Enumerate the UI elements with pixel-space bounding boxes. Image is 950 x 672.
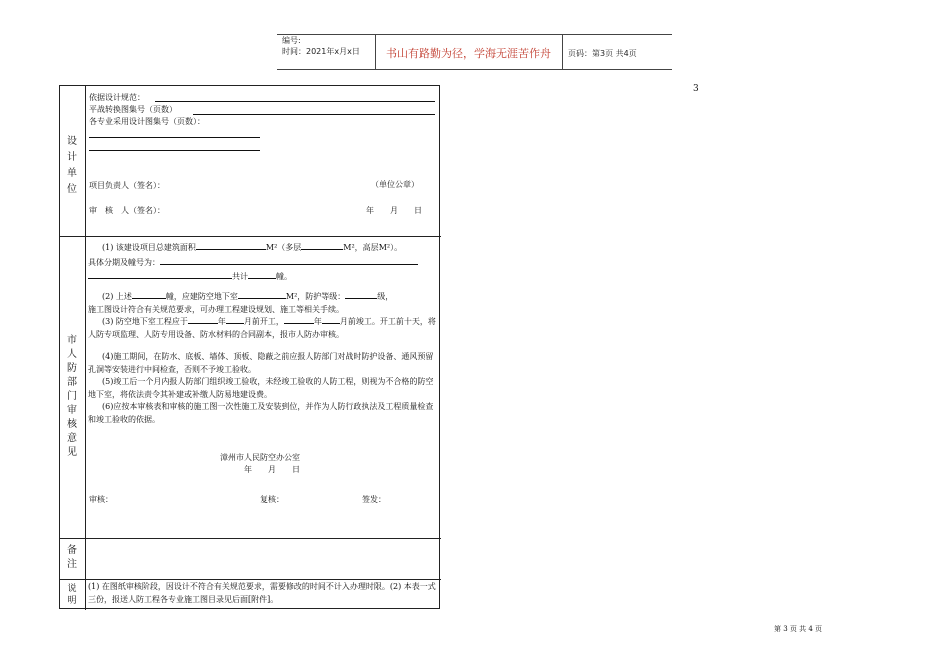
- civil-defense-label-text: 市人防部门审核意见: [67, 335, 77, 458]
- item-2-text-b: 幢，应建防空地下室: [165, 292, 238, 301]
- item-1-text-g: 幢。: [276, 272, 292, 281]
- item-4: (4)施工期间，在防水、底板、墙体、顶板、隐蔽之前应报人防部门对战时防护设备、通风预留孔洞等安装进行中间检查，否则不予竣工验收。: [88, 352, 434, 374]
- review-signature: 审核：: [89, 495, 113, 504]
- remarks-label-text: 备注: [67, 545, 77, 570]
- drawing-set-label: 平战转换图集号（页数）: [89, 105, 177, 114]
- item-3-text-a: (3) 防空地下室工程应于: [102, 317, 188, 326]
- blank-phases-2: [88, 269, 232, 279]
- side-page-number: 3: [693, 84, 699, 94]
- recheck-signature: 复核：: [260, 495, 284, 504]
- header-bottom-rule: [277, 69, 672, 70]
- item-2: [88, 289, 438, 316]
- civil-defense-date: 年 月 日: [244, 465, 300, 474]
- blank-total-area: [196, 240, 266, 250]
- blank-end-year: [284, 314, 314, 324]
- row-divider-2: [60, 538, 441, 539]
- header-page-label: 页码：第3页 共4页: [568, 49, 637, 58]
- design-unit-label: [60, 134, 84, 198]
- blank-protection-level: [345, 289, 377, 299]
- item-1-text-e: 具体分期及幢号为：: [88, 257, 160, 267]
- header-motto: 书山有路勤为径，学海无涯苦作舟: [386, 47, 551, 60]
- drawing-set-line: [193, 114, 435, 115]
- label-column-divider: [85, 86, 86, 610]
- footer-page-label: 第 3 页 共 4 页: [774, 625, 823, 633]
- notes-text: [88, 581, 438, 606]
- unit-seal-label: （单位公章）: [371, 180, 419, 189]
- design-unit-label-text: 设计单位: [67, 136, 77, 195]
- header-time-label: 时间：2021年x月x日: [282, 47, 360, 56]
- blank-phases: [160, 255, 418, 265]
- item-3-text-d: 年: [313, 317, 322, 326]
- header-divider-right: [562, 34, 563, 69]
- notes-text-2: (2) 本表一式三份，报送人防工程各专业施工图目录见后面[附件]。: [88, 582, 436, 604]
- reviewer-signature: 审 核 人（签名）：: [89, 206, 165, 215]
- item-1-text-a: (1) 该建设项目总建筑面积: [102, 243, 196, 252]
- form-table: [59, 85, 440, 609]
- item-2-text-a: (2) 上述: [102, 292, 132, 301]
- blank-building-count: [248, 269, 276, 279]
- remarks-label: [60, 544, 84, 572]
- design-unit-date: 年 月 日: [366, 206, 422, 215]
- civil-defense-label: [60, 334, 84, 460]
- blank-multistory-area: [301, 240, 343, 250]
- item-3-text-b: 年: [217, 317, 226, 326]
- item-3-text-e: 月前竣工。开工前十天，将人防专项监理、人防专用设备、防水材料的合同副本，报市人防办审核。: [88, 317, 436, 339]
- item-5: (5)竣工后一个月内报人防部门组织竣工验收，未经竣工验收的人防工程，则视为不合格的防空地下室，将依法责令其补建或补缴人防易地建设费。: [88, 377, 434, 399]
- item-1: [88, 240, 438, 284]
- discipline-line-2: [89, 150, 260, 151]
- header-number-label: 编号:: [282, 36, 301, 45]
- civil-defense-office: 漳州市人民防空办公室: [220, 453, 300, 462]
- item-1-text-b: M²（多层: [265, 243, 302, 252]
- blank-buildings: [132, 289, 166, 299]
- blank-end-month: [322, 314, 340, 324]
- row-divider-3: [60, 579, 441, 580]
- design-spec-label: 依据设计规范：: [89, 93, 145, 102]
- notes-label-text: 说明: [67, 584, 77, 606]
- item-1-text-d: M²）。: [378, 243, 403, 252]
- design-spec-line: [155, 101, 435, 102]
- blank-basement-area: [238, 289, 286, 299]
- item-6: (6)应按本审核表和审核的施工图一次性施工及安装到位，并作为人防行政执法及工程质量检查和竣工验收的依据。: [88, 402, 434, 424]
- item-3: [88, 314, 438, 341]
- issue-signature: 签发：: [362, 495, 386, 504]
- discipline-line-1: [89, 137, 260, 138]
- item-3-text-c: 月前开工，: [243, 317, 284, 326]
- project-lead-signature: 项目负责人（签名）：: [89, 181, 165, 190]
- item-2-text-d: 级，: [377, 292, 394, 301]
- item-2-text-c: M²，防护等级：: [285, 292, 346, 301]
- blank-start-year: [188, 314, 218, 324]
- notes-text-1: (1) 在图纸审核阶段，因设计不符合有关规范要求，需要修改的时间不计入办理时限。: [88, 582, 390, 591]
- notes-label: [60, 583, 84, 607]
- discipline-drawing-label: 各专业采用设计图集号（页数）：: [89, 117, 205, 126]
- item-2-text-e: 施工图设计符合有关规范要求，可办理工程建设规划、施工等相关手续。: [88, 304, 344, 314]
- header-top-rule: [277, 34, 672, 35]
- item-1-text-f: 共计: [232, 272, 248, 281]
- header-divider-left: [375, 34, 376, 69]
- item-1-text-c: M²，高层: [343, 243, 379, 252]
- row-divider-1: [60, 236, 441, 237]
- blank-start-month: [226, 314, 244, 324]
